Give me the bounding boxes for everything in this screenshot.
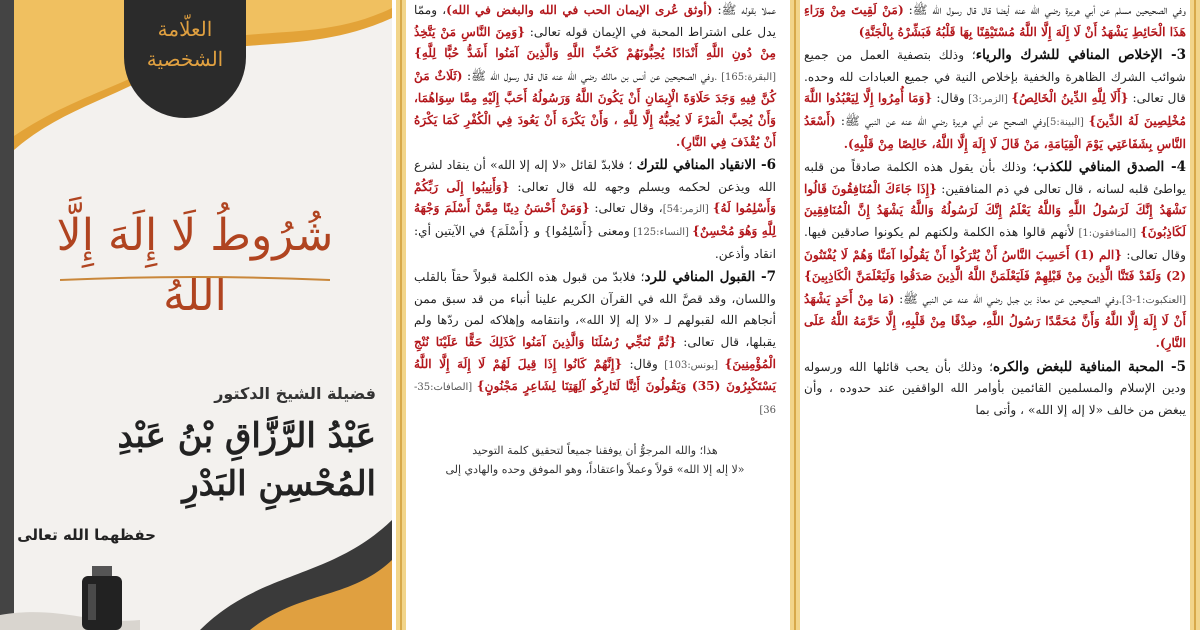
section-heading: 4- الصدق المنافي للكذب [1036,159,1186,176]
citation: [المنافقون:1] [1074,227,1140,239]
citation: [البينة:5] [1046,116,1089,128]
citation: [الزمر:54] [662,204,713,216]
citation: [الزمر:3] [964,94,1012,106]
citation: [يونس:103] [657,359,725,371]
body-text: عملا بقوله ﷺ: [712,3,776,17]
citation: [الصافات:35-36] [414,382,776,416]
ink-bottle-icon [74,566,130,630]
citation: [النساء:125] [629,226,693,238]
closing-note [414,441,776,479]
quoted-text: (مَا مِنْ أَحَدٍ يَشْهَدُ أَنْ لَا إِلَهَ إِلَّا اللَّهُ وَأَنَّ مُحَمَّدًا رَسُولُ اللَّهِ، صِدْقًا مِنْ قَلْبِهِ، إِلَّا حَرَّمَهُ اللَّهُ عَلَى النَّارِ). [804,291,1186,350]
author-name: عَبْدُ الرَّزَّاقِ بْنُ عَبْدِ المُحْسِنِ البَدْرِ [117,416,376,504]
citation: [العنكبوت:1-3]. [1118,294,1187,306]
ribbon-decoration [0,430,392,630]
quoted-text: {الم (1) أَحَسِبَ النَّاسُ أَنْ يُتْرَكُوا أَنْ يَقُولُوا آمَنَّا وَهُمْ لَا يُفْتَنُونَ (2) وَلَقَدْ فَتَنَّا الَّذِينَ مِنْ قَبْلِهِمْ فَلَيَعْلَمَنَّ اللَّهُ الَّذِينَ صَدَقُوا وَلَيَعْلَمَنَّ الْكَاذِبِينَ} [804,247,1186,284]
body-text: ؛ وذلك بأن يقول هذه الكلمة صادقاً من قلبه يواطئ قلبه لسانه ، قال تعالى في ذم المنافقين: [804,160,1187,196]
body-text: وقال: [622,356,658,371]
cover-panel [0,0,392,630]
title-underline-ornament [60,276,330,284]
body-text: وفي الصحيح عن أبي هريرة رضي الله عنه عن النبي ﷺ: [835,113,1047,128]
section-heading: 3- الإخلاص المنافي للشرك والرياء [975,47,1186,64]
body-text: ، وممّا يدل على اشتراط المحبة في الإيمان قوله تعالى: [414,3,777,39]
paragraph [414,267,776,421]
body-text: ومعنى {أَسْلِمُوا} و {أَسْلَمَ} في الآيتين أي: انقاد وأذعن. [414,223,776,261]
quoted-text: (مَنْ لَقِيتَ مِنْ وَرَاءِ هَذَا الْحَائِطِ يَشْهَدُ أَنْ لَا إِلَهَ إِلَّا اللَّهُ مُسْتَيْقِنًا بِهَا قَلْبُهُ فَبَشِّرْهُ بِالْجَنَّةِ) [804,3,1186,39]
body-text: وفي الصحيحين عن معاذ بن جبل رضي الله عنه عن النبي ﷺ: [894,291,1119,306]
logo-emblem [124,0,246,118]
quoted-text: {وَأَنِيبُوا إِلَى رَبِّكُمْ وَأَسْلِمُوا لَهُ} [414,179,777,216]
paragraph [804,157,1186,354]
body-text: وقال: [932,91,965,106]
quoted-text: (أَسْعَدُ النَّاسِ بِشَفَاعَتِي يَوْمَ الْقِيَامَةِ، مَنْ قَالَ لَا إِلَهَ إِلَّا اللَّهُ، خَالِصًا مِنْ قَلْبِهِ). [804,113,1186,151]
paragraph [804,0,1186,43]
body-text: وفي الصحيحين مسلم عن أبي هريرة رضي الله عنه أيضا قال قال رسول الله ﷺ: [903,3,1186,17]
citation: [البقرة:165] . [714,71,777,83]
body-text: ؛ فلابدّ من قبول هذه الكلمة قبولاً حقاً بالقلب واللسان، وقد قصَّ الله في القرآن الكريم علينا أنباء من قد سبق ممن أنجاهم الله لقبولهم لـ «لا إله إلا الله»، وانتقامه وإهلاكه لمن ردّها ولم يقبلها، قال تعالى: [414,270,777,349]
author-honorific: حفظهما الله تعالى [17,526,156,544]
body-text: ؛ وذلك بأن يحب قائلها الله ورسوله ودين الإسلام والمسلمين القائمين بأوامر الله الواقفين عند حدوده ، وأن يبغض من خالف «لا إله إلا الله» ، وأتى بما [804,359,1186,417]
quoted-text: {إِنَّهُمْ كَانُوا إِذَا قِيلَ لَهُمْ لَا إِلَهَ إِلَّا اللَّهُ يَسْتَكْبِرُونَ (35) وَيَقُولُونَ أَئِنَّا لَتَارِكُو آلِهَتِنَا لِشَاعِرٍ مَجْنُونٍ} [414,356,777,394]
paragraph [414,0,776,153]
quoted-text: (ثَلَاثٌ مَنْ كُنَّ فِيهِ وَجَدَ حَلَاوَةَ الْإِيمَانِ أَنْ يَكُونَ اللَّهُ وَرَسُولُهُ أَحَبَّ إِلَيْهِ مِمَّا سِوَاهُمَا، وَأَنْ يُحِبَّ الْمَرْءَ لَا يُحِبُّهُ إِلَّا لِلَّهِ ، وَأَنْ يَكْرَهَ أَنْ يَعُودَ فِي الْكُفْرِ كَمَا يَكْرَهُ أَنْ يُقْذَفَ فِي النَّارِ). [414,68,776,149]
body-text: ، وقال تعالى: [589,201,663,216]
quoted-text: (أوثق عُرى الإيمان الحب في الله والبغض في الله) [446,3,713,17]
book-title: شُرُوطُ لَا إِلَهَ إِلَّا اللهُ [56,210,334,321]
quoted-text: {أَلَا لِلَّهِ الدِّينُ الْخَالِصُ} [1011,91,1129,106]
body-text: لأنهم قالوا هذه الكلمة ولكنهم لم يكونوا صادقين فيها. وقال تعالى: [804,224,1186,262]
quoted-text: {وَمِنَ النَّاسِ مَنْ يَتَّخِذُ مِنْ دُونِ اللَّهِ أَنْدَادًا يُحِبُّونَهُمْ كَحُبِّ اللَّهِ وَالَّذِينَ آمَنُوا أَشَدُّ حُبًّا لِلَّهِ} [414,24,776,61]
closing-line: هذا؛ والله المرجوُّ أن يوفقنا جميعاً لتحقيق كلمة التوحيد [472,444,718,458]
paragraph [414,155,776,265]
quoted-text: {إِذَا جَاءَكَ الْمُنَافِقُونَ قَالُوا نَشْهَدُ إِنَّكَ لَرَسُولُ اللَّهِ وَاللَّهُ يَعْلَمُ إِنَّكَ لَرَسُولُهُ وَاللَّهُ يَشْهَدُ إِنَّ الْمُنَافِقِينَ لَكَاذِبُونَ} [804,181,1186,239]
section-heading: 6- الانقياد المنافي للترك [636,157,776,174]
quoted-text: {وَمَا أُمِرُوا إِلَّا لِيَعْبُدُوا اللَّهَ مُخْلِصِينَ لَهُ الدِّينَ} [804,91,1186,128]
right-column-text [804,0,1186,630]
quoted-text: {وَمَنْ أَحْسَنُ دِينًا مِمَّنْ أَسْلَمَ وَجْهَهُ لِلَّهِ وَهُوَ مُحْسِنٌ} [414,201,776,238]
left-column-text [414,0,776,630]
closing-line: «لا إله إلا الله» قولاً وعملاً واعتقاداً، وهو الموفق وحده والهادي إلى [445,463,745,477]
logo-text: العلّامة الشخصية [146,17,224,71]
body-text: ؛ وذلك بتصفية العمل من جميع شوائب الشرك الظاهرة والخفية بإخلاص النية في جميع العبادات لله وحده. قال تعالى: [804,48,1186,106]
column-frame-right-edge [1190,0,1200,630]
body-text: وفي الصحيحين عن أنس بن مالك رضي الله عنه قال قال رسول الله ﷺ: [462,68,715,83]
body-text: ؛ فلابدّ لقائل «لا إله إلا الله» أن ينقاد لشرع الله ويذعن لحكمه ويسلم وجهه لله قال تعالى: [414,158,776,194]
text-column-left [400,0,790,630]
section-heading: 5- المحبة المنافية للبغض والكره [992,358,1186,375]
paragraph [804,357,1186,422]
quoted-text: {ثُمَّ نُنَجِّي رُسُلَنَا وَالَّذِينَ آمَنُوا كَذَلِكَ حَقًّا عَلَيْنَا نُنْجِ الْمُؤْمِنِينَ} [414,334,776,371]
section-heading: 7- القبول المنافي للرد [644,269,776,286]
paragraph [804,45,1186,155]
text-column-right [790,0,1200,630]
author-prefix: فضيلة الشيخ الدكتور [214,384,376,403]
